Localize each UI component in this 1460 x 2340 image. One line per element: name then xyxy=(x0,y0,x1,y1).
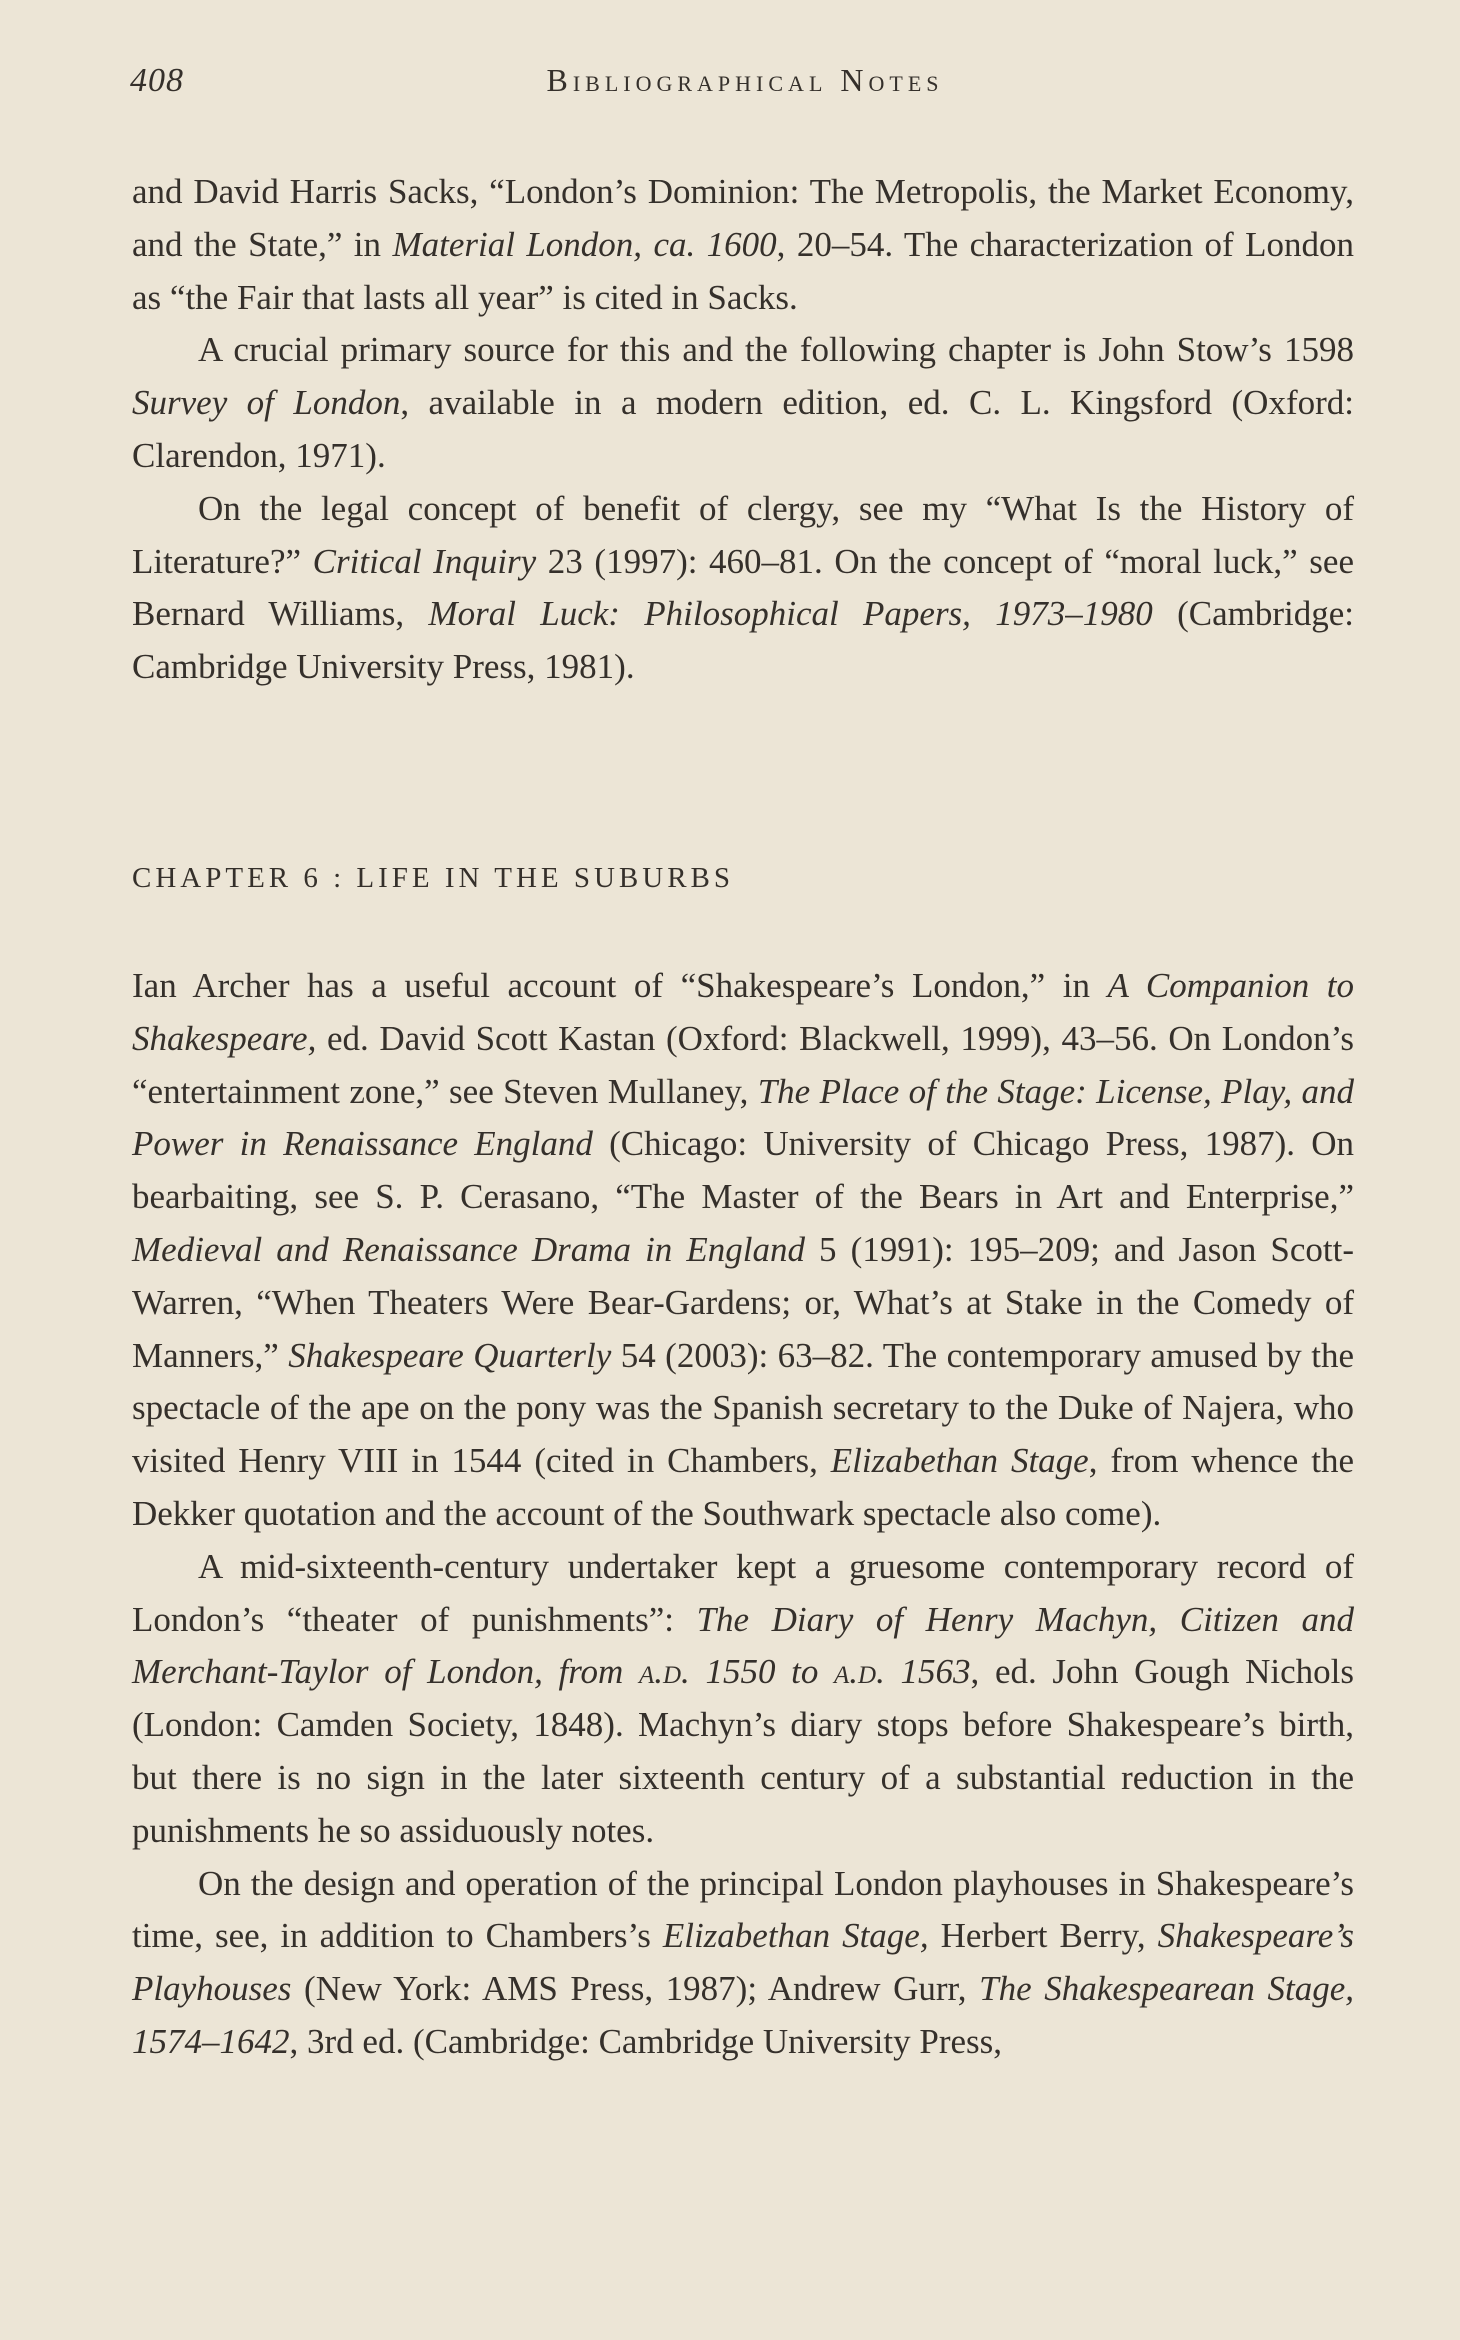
italic-title: Elizabethan Stage, xyxy=(662,1916,929,1956)
italic-title: The Place of the Stage: License, Play, and Power in Renaissance England xyxy=(132,1071,1354,1164)
italic-title: 1563 xyxy=(884,1652,971,1692)
italic-title: a.d. xyxy=(638,1652,690,1692)
italic-title: Survey of London xyxy=(132,383,401,423)
italic-title: The Diary of Henry Machyn, Citizen and Merchant-Taylor of London, from xyxy=(132,1599,1354,1692)
italic-title: Critical Inquiry xyxy=(312,541,537,581)
text-run: , 3rd ed. (Cambridge: Cambridge University Press, xyxy=(289,2021,1003,2061)
text-run: , available in a modern edition, ed. C. L. Kingsford (Oxford: Clarendon, 1971). xyxy=(132,383,1354,475)
italic-title: Shakespeare’s Playhouses xyxy=(132,1916,1355,2009)
text-run: Ian Archer has a useful account of “Shakespeare’s London,” in xyxy=(132,966,1108,1005)
paragraph xyxy=(132,324,1354,482)
text-run: 23 (1997): 460–81. On the concept of “moral luck,” see Bernard Williams, xyxy=(132,541,1354,634)
text-run: , from whence the Dekker quotation and the account of the Southwark spectacle also come). xyxy=(132,1441,1354,1533)
text-run: A mid-sixteenth-century undertaker kept a gruesome contemporary record of London’s “theater of punishments”: xyxy=(132,1546,1354,1639)
paragraph xyxy=(132,166,1354,324)
text-run: On the legal concept of benefit of clergy, see my “What Is the History of Literature?” xyxy=(132,488,1354,581)
text-run: 54 (2003): 63–82. The contemporary amused by the spectacle of the ape on the pony was the Spanish secretary to the Duke of Najera, who visited Henry VIII in 1544 (cited in Chambers, xyxy=(132,1335,1354,1481)
italic-title: a.d. xyxy=(834,1652,885,1692)
text-run: and David Harris Sacks, “London’s Dominion: The Metropolis, the Market Economy, and the State,” in xyxy=(132,172,1354,264)
text-run: , 20–54. The characterization of London as “the Fair that lasts all year” is cited in Sacks. xyxy=(132,224,1354,317)
paragraph xyxy=(132,1541,1354,1858)
page-number: 408 xyxy=(130,62,184,99)
italic-title: Moral Luck: Philosophical Papers, 1973–1980 xyxy=(428,594,1153,634)
paragraph xyxy=(132,1858,1354,2069)
italic-title: 1550 to xyxy=(689,1652,835,1692)
italic-title: Elizabethan Stage xyxy=(830,1441,1089,1481)
running-title: Bibliographical Notes xyxy=(546,62,944,98)
italic-title: Shakespeare Quarterly xyxy=(288,1335,612,1375)
italic-title: Material London, ca. 1600 xyxy=(392,224,777,264)
text-run: , ed. John Gough Nichols (London: Camden Society, 1848). Machyn’s diary stops before Shakespeare’s birth, but there is no sign in the later sixteenth century of a substantial reduction in the punishments he so assiduously notes. xyxy=(132,1652,1354,1850)
text-run: 5 (1991): 195–209; and Jason Scott-Warren, “When Theaters Were Bear-Gardens; or, What’s at Stake in the Comedy of Manners,” xyxy=(132,1229,1354,1375)
italic-title: Medieval and Renaissance Drama in England xyxy=(132,1229,805,1269)
paragraph xyxy=(132,483,1354,694)
paragraph xyxy=(132,960,1354,1541)
text-run: A crucial primary source for this and the following chapter is John Stow’s 1598 xyxy=(198,330,1354,370)
chapter-notes xyxy=(132,960,1354,2069)
italic-title: A Companion to Shakespeare, xyxy=(132,966,1354,1058)
chapter-heading: CHAPTER 6 : LIFE IN THE SUBURBS xyxy=(132,862,735,894)
italic-title: The Shakespearean Stage, 1574–1642 xyxy=(132,1969,1354,2061)
text-run: Herbert Berry, xyxy=(928,1916,1158,1956)
top-notes xyxy=(132,166,1354,694)
text-run: On the design and operation of the principal London playhouses in Shakespeare’s time, see, in addition to Chambers’s xyxy=(132,1863,1354,1956)
running-head xyxy=(130,62,1360,112)
text-run: ed. David Scott Kastan (Oxford: Blackwell, 1999), 43–56. On London’s “entertainment zone,” see Steven Mullaney, xyxy=(132,1018,1354,1111)
text-run: (New York: AMS Press, 1987); Andrew Gurr, xyxy=(291,1969,980,2009)
text-run: (Cambridge: Cambridge University Press, 1981). xyxy=(132,594,1354,687)
text-run: (Chicago: University of Chicago Press, 1987). On bearbaiting, see S. P. Cerasano, “The Master of the Bears in Art and Enterprise,” xyxy=(132,1124,1354,1217)
